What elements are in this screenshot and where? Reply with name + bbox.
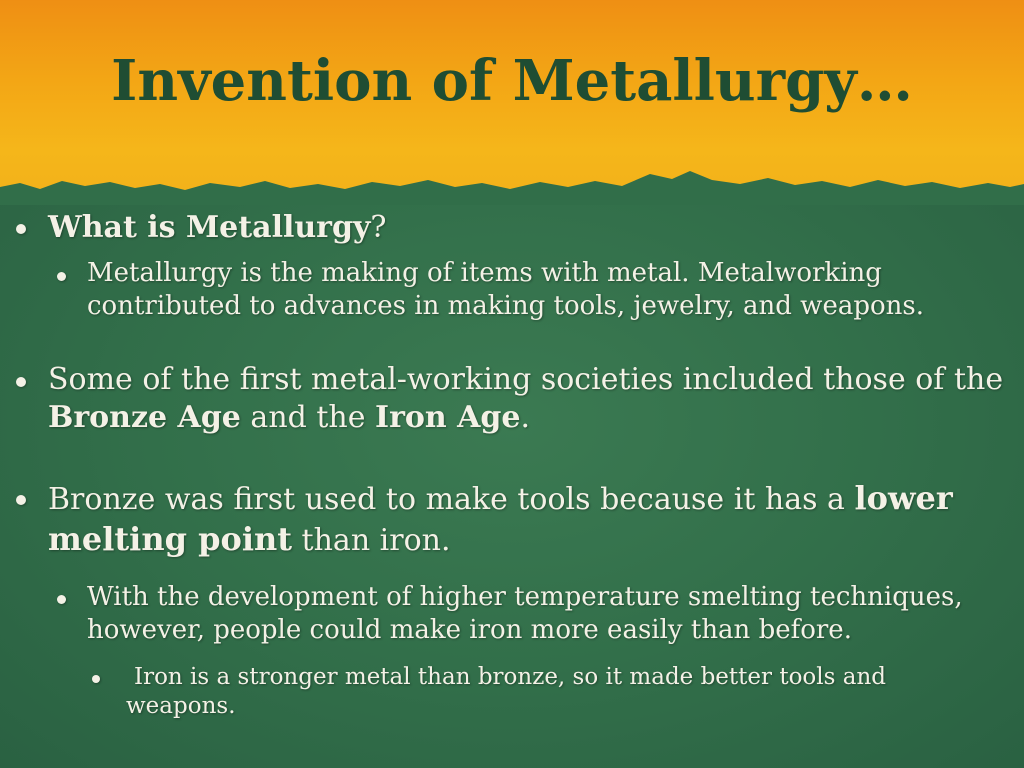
sub-sub-bullet-dot <box>92 675 100 683</box>
lower-term: lower <box>854 479 953 517</box>
bronze-age-term: Bronze Age <box>48 400 241 436</box>
bullet-text: . <box>520 400 531 436</box>
slide-title: Invention of Metallurgy… <box>111 48 913 114</box>
torn-paper-edge <box>0 165 1024 205</box>
bullet-dot <box>16 224 26 234</box>
sub-bullet-dot <box>57 272 66 281</box>
bullet-dot <box>16 495 26 505</box>
bullet-what-is-metallurgy <box>48 209 988 247</box>
bullet-text: than iron. <box>292 523 451 559</box>
bullet-text: Bronze was first used to make tools because it has a <box>48 482 845 517</box>
bullet-text: and the <box>240 400 376 436</box>
sub-sub-bullet-iron-stronger: Iron is a stronger metal than bronze, so it made better tools and weapons. <box>126 664 886 720</box>
bullet-bronze-first-used <box>48 478 1008 561</box>
melting-point-term: melting point <box>48 520 293 559</box>
iron-age-term: Iron Age <box>375 400 521 436</box>
sub-bullet-dot <box>57 595 66 604</box>
bullet-text: ? <box>370 210 387 245</box>
sub-bullet-definition: Metallurgy is the making of items with metal. Metalworking contributed to advances in making tools, jewelry, and weapons. <box>87 258 924 322</box>
bullet-bold-text: What is Metallurgy <box>48 210 371 245</box>
bullet-metal-working-societies <box>48 361 1008 438</box>
sub-bullet-smelting: With the development of higher temperature smelting techniques, however, people could make iron more easily than before. <box>87 582 963 646</box>
bullet-text: Some of the first metal-working societies included those of the <box>48 362 1004 397</box>
bullet-dot <box>16 377 26 387</box>
